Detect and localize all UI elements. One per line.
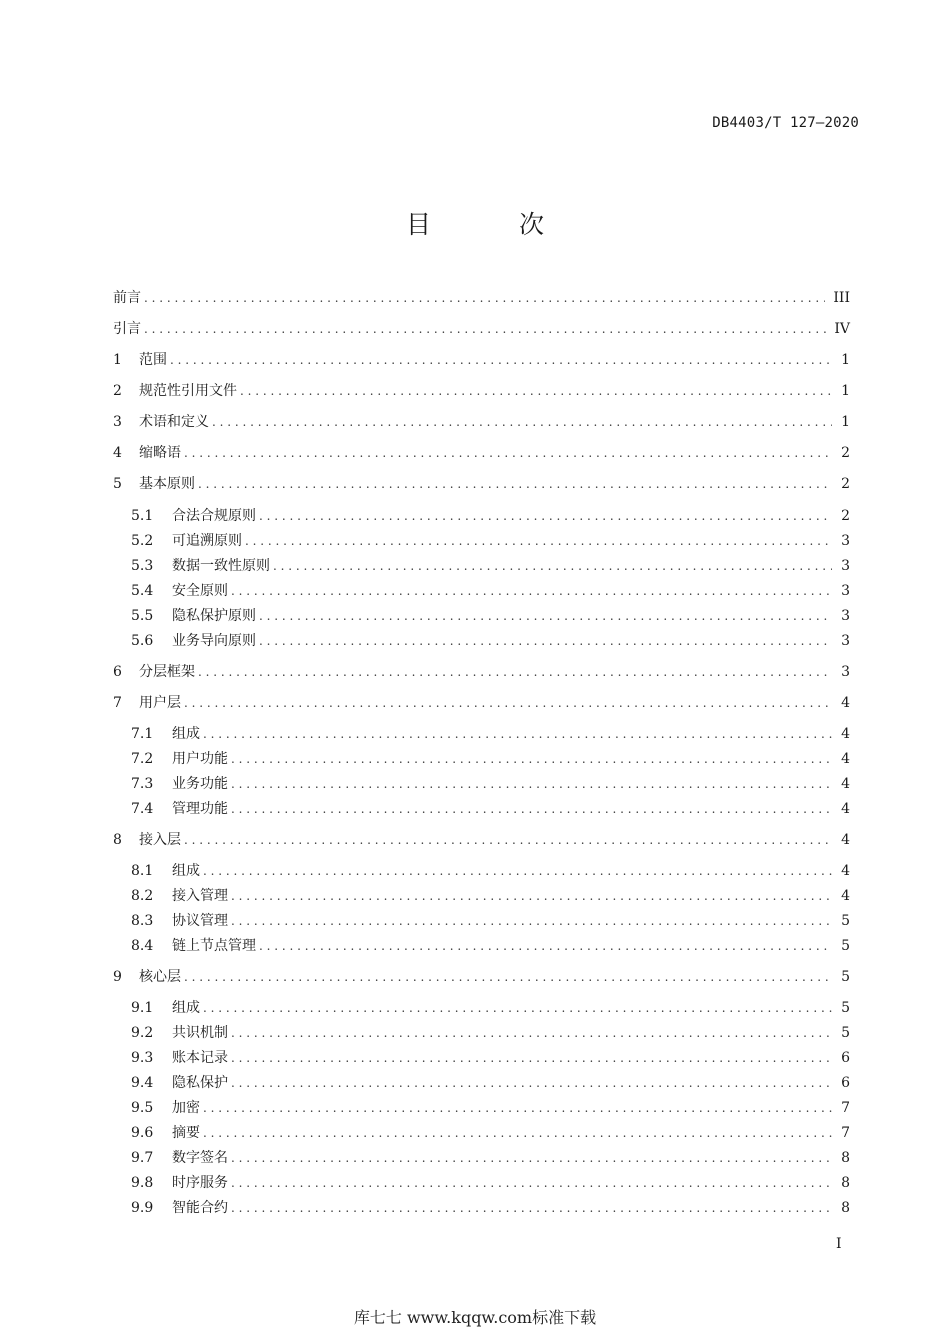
toc-entry-title: 智能合约 bbox=[172, 1200, 228, 1216]
toc-entry-number: 3 bbox=[113, 414, 122, 430]
toc-entry-title: 数字签名 bbox=[172, 1150, 228, 1166]
toc-entry-number: 9.3 bbox=[131, 1050, 154, 1066]
toc-entry-number: 8.3 bbox=[131, 913, 154, 929]
toc-entry[interactable] bbox=[113, 830, 850, 850]
toc-entry-number: 7 bbox=[113, 695, 122, 711]
toc-entry[interactable] bbox=[131, 556, 850, 576]
toc-entry-page: 8 bbox=[841, 1150, 850, 1166]
dot-leader bbox=[203, 998, 832, 1018]
toc-entry[interactable] bbox=[131, 911, 850, 931]
toc-entry-page: 4 bbox=[841, 726, 850, 742]
toc-entry-number: 5.4 bbox=[131, 583, 154, 599]
dot-leader bbox=[273, 556, 832, 576]
toc-entry-number: 5.2 bbox=[131, 533, 154, 549]
toc-entry[interactable] bbox=[131, 531, 850, 551]
document-code: DB4403/T 127—2020 bbox=[712, 115, 859, 131]
dot-leader bbox=[184, 443, 832, 463]
dot-leader bbox=[198, 662, 832, 682]
toc-entry-page: 6 bbox=[841, 1075, 850, 1091]
toc-entry-number: 5.5 bbox=[131, 608, 154, 624]
toc-entry[interactable] bbox=[131, 749, 850, 769]
toc-entry-number: 9 bbox=[113, 969, 122, 985]
dot-leader bbox=[259, 506, 832, 526]
toc-title: 目 次 bbox=[406, 210, 584, 239]
toc-entry-page: 5 bbox=[841, 969, 850, 985]
toc-entry[interactable] bbox=[131, 1148, 850, 1168]
toc-entry-page: 6 bbox=[841, 1050, 850, 1066]
dot-leader bbox=[212, 412, 832, 432]
toc-entry-page: 4 bbox=[841, 888, 850, 904]
toc-entry-title: 管理功能 bbox=[172, 801, 228, 817]
toc-entry[interactable] bbox=[113, 319, 850, 339]
toc-entry-title: 缩略语 bbox=[139, 445, 181, 461]
dot-leader bbox=[184, 693, 832, 713]
dot-leader bbox=[198, 474, 832, 494]
toc-entry-number: 8 bbox=[113, 832, 122, 848]
dot-leader bbox=[231, 1173, 832, 1193]
toc-entry-number: 8.2 bbox=[131, 888, 154, 904]
toc-entry-title: 范围 bbox=[139, 352, 167, 368]
toc-entry-title: 接入层 bbox=[139, 832, 181, 848]
toc-entry-title: 前言 bbox=[113, 290, 141, 306]
toc-entry-number: 4 bbox=[113, 445, 122, 461]
toc-entry[interactable] bbox=[113, 662, 850, 682]
toc-entry[interactable] bbox=[131, 861, 850, 881]
toc-entry-title: 业务功能 bbox=[172, 776, 228, 792]
dot-leader bbox=[231, 1073, 832, 1093]
toc-entry-title: 时序服务 bbox=[172, 1175, 228, 1191]
toc-entry-page: 5 bbox=[841, 1025, 850, 1041]
toc-entry-page: 3 bbox=[841, 558, 850, 574]
dot-leader bbox=[184, 830, 832, 850]
toc-entry[interactable] bbox=[131, 1123, 850, 1143]
toc-entry-title: 隐私保护原则 bbox=[172, 608, 256, 624]
toc-entry[interactable] bbox=[131, 936, 850, 956]
toc-entry-page: IV bbox=[834, 321, 850, 337]
toc-entry-page: 8 bbox=[841, 1200, 850, 1216]
toc-entry[interactable] bbox=[131, 886, 850, 906]
toc-entry-page: 4 bbox=[841, 832, 850, 848]
toc-entry[interactable] bbox=[113, 967, 850, 987]
toc-entry-page: 2 bbox=[841, 445, 850, 461]
toc-entry[interactable] bbox=[131, 724, 850, 744]
toc-entry-number: 2 bbox=[113, 383, 122, 399]
toc-entry-page: 7 bbox=[841, 1125, 850, 1141]
toc-entry-number: 7.4 bbox=[131, 801, 154, 817]
dot-leader bbox=[144, 288, 825, 308]
toc-entry-number: 8.1 bbox=[131, 863, 154, 879]
toc-entry-page: 2 bbox=[841, 508, 850, 524]
dot-leader bbox=[203, 1098, 832, 1118]
toc-entry-page: 3 bbox=[841, 608, 850, 624]
toc-entry[interactable] bbox=[131, 1023, 850, 1043]
toc-entry-title: 组成 bbox=[172, 863, 200, 879]
toc-entry-page: 3 bbox=[841, 533, 850, 549]
toc-entry-number: 5.3 bbox=[131, 558, 154, 574]
toc-entry-page: 1 bbox=[841, 414, 850, 430]
toc-entry[interactable] bbox=[113, 443, 850, 463]
toc-entry[interactable] bbox=[113, 693, 850, 713]
toc-entry[interactable] bbox=[113, 288, 850, 308]
toc-entry[interactable] bbox=[113, 412, 850, 432]
dot-leader bbox=[231, 749, 832, 769]
toc-entry-number: 9.6 bbox=[131, 1125, 154, 1141]
dot-leader bbox=[170, 350, 832, 370]
toc-entry-title: 隐私保护 bbox=[172, 1075, 228, 1091]
toc-entry-page: 3 bbox=[841, 633, 850, 649]
dot-leader bbox=[245, 531, 832, 551]
toc-entry-number: 5 bbox=[113, 476, 122, 492]
toc-entry-page: 4 bbox=[841, 751, 850, 767]
toc-entry-page: 5 bbox=[841, 1000, 850, 1016]
toc-entry-number: 8.4 bbox=[131, 938, 154, 954]
toc-entry-page: III bbox=[833, 290, 850, 306]
toc-entry-title: 引言 bbox=[113, 321, 141, 337]
toc-entry[interactable] bbox=[113, 474, 850, 494]
toc-entry-title: 用户层 bbox=[139, 695, 181, 711]
toc-entry-title: 基本原则 bbox=[139, 476, 195, 492]
toc-entry-number: 5.6 bbox=[131, 633, 154, 649]
toc-entry-title: 组成 bbox=[172, 1000, 200, 1016]
toc-entry-title: 业务导向原则 bbox=[172, 633, 256, 649]
toc-entry-page: 4 bbox=[841, 863, 850, 879]
toc-entry[interactable] bbox=[131, 998, 850, 1018]
toc-entry-title: 链上节点管理 bbox=[172, 938, 256, 954]
toc-entry-page: 1 bbox=[841, 383, 850, 399]
toc-entry-title: 安全原则 bbox=[172, 583, 228, 599]
toc-entry-number: 6 bbox=[113, 664, 122, 680]
toc-entry-title: 摘要 bbox=[172, 1125, 200, 1141]
toc-entry[interactable] bbox=[131, 606, 850, 626]
toc-entry[interactable] bbox=[131, 774, 850, 794]
toc-entry-page: 3 bbox=[841, 583, 850, 599]
dot-leader bbox=[231, 1148, 832, 1168]
toc-entry-number: 1 bbox=[113, 352, 122, 368]
dot-leader bbox=[203, 861, 832, 881]
toc-entry-title: 共识机制 bbox=[172, 1025, 228, 1041]
toc-entry-number: 7.2 bbox=[131, 751, 154, 767]
toc-entry-title: 分层框架 bbox=[139, 664, 195, 680]
toc-entry-title: 可追溯原则 bbox=[172, 533, 242, 549]
toc-entry-number: 9.7 bbox=[131, 1150, 154, 1166]
dot-leader bbox=[231, 911, 832, 931]
page-number: I bbox=[836, 1236, 842, 1252]
toc-entry-title: 组成 bbox=[172, 726, 200, 742]
dot-leader bbox=[184, 967, 832, 987]
toc-entry-number: 9.2 bbox=[131, 1025, 154, 1041]
toc-entry-title: 合法合规原则 bbox=[172, 508, 256, 524]
toc-entry[interactable] bbox=[131, 631, 850, 651]
toc-entry-title: 加密 bbox=[172, 1100, 200, 1116]
toc-entry[interactable] bbox=[131, 1198, 850, 1218]
toc-entry-page: 3 bbox=[841, 664, 850, 680]
toc-entry-number: 7.3 bbox=[131, 776, 154, 792]
toc-entry-title: 数据一致性原则 bbox=[172, 558, 270, 574]
dot-leader bbox=[203, 724, 832, 744]
toc-entry-title: 账本记录 bbox=[172, 1050, 228, 1066]
toc-entry-number: 9.4 bbox=[131, 1075, 154, 1091]
toc-entry-title: 用户功能 bbox=[172, 751, 228, 767]
toc-entry[interactable] bbox=[131, 581, 850, 601]
toc-entry-title: 规范性引用文件 bbox=[139, 383, 237, 399]
toc-entry-title: 协议管理 bbox=[172, 913, 228, 929]
toc-entry-title: 核心层 bbox=[139, 969, 181, 985]
toc-entry-number: 9.1 bbox=[131, 1000, 154, 1016]
dot-leader bbox=[231, 886, 832, 906]
toc-entry-page: 4 bbox=[841, 801, 850, 817]
watermark: 库七七 www.kqqw.com标准下载 bbox=[353, 1308, 597, 1327]
dot-leader bbox=[259, 606, 832, 626]
dot-leader bbox=[231, 1023, 832, 1043]
toc-entry-number: 5.1 bbox=[131, 508, 154, 524]
dot-leader bbox=[231, 799, 832, 819]
toc-entry[interactable] bbox=[131, 506, 850, 526]
toc-entry-number: 9.5 bbox=[131, 1100, 154, 1116]
dot-leader bbox=[231, 1198, 832, 1218]
dot-leader bbox=[144, 319, 826, 339]
toc-entry[interactable] bbox=[131, 1098, 850, 1118]
toc-entry[interactable] bbox=[131, 1048, 850, 1068]
toc-entry[interactable] bbox=[113, 381, 850, 401]
toc-entry-number: 9.9 bbox=[131, 1200, 154, 1216]
dot-leader bbox=[231, 774, 832, 794]
toc-entry[interactable] bbox=[131, 1073, 850, 1093]
toc-entry-title: 术语和定义 bbox=[139, 414, 209, 430]
toc-entry-page: 5 bbox=[841, 913, 850, 929]
dot-leader bbox=[259, 936, 832, 956]
toc-entry[interactable] bbox=[131, 1173, 850, 1193]
toc-entry-page: 7 bbox=[841, 1100, 850, 1116]
toc-entry-page: 4 bbox=[841, 695, 850, 711]
toc-entry[interactable] bbox=[131, 799, 850, 819]
toc-entry-title: 接入管理 bbox=[172, 888, 228, 904]
dot-leader bbox=[231, 1048, 832, 1068]
dot-leader bbox=[203, 1123, 832, 1143]
dot-leader bbox=[259, 631, 832, 651]
dot-leader bbox=[231, 581, 832, 601]
toc-entry-page: 1 bbox=[841, 352, 850, 368]
dot-leader bbox=[240, 381, 832, 401]
toc-entry-number: 9.8 bbox=[131, 1175, 154, 1191]
toc-entry[interactable] bbox=[113, 350, 850, 370]
toc-entry-page: 8 bbox=[841, 1175, 850, 1191]
toc-entry-number: 7.1 bbox=[131, 726, 154, 742]
toc-entry-page: 5 bbox=[841, 938, 850, 954]
toc-entry-page: 2 bbox=[841, 476, 850, 492]
toc-entry-page: 4 bbox=[841, 776, 850, 792]
